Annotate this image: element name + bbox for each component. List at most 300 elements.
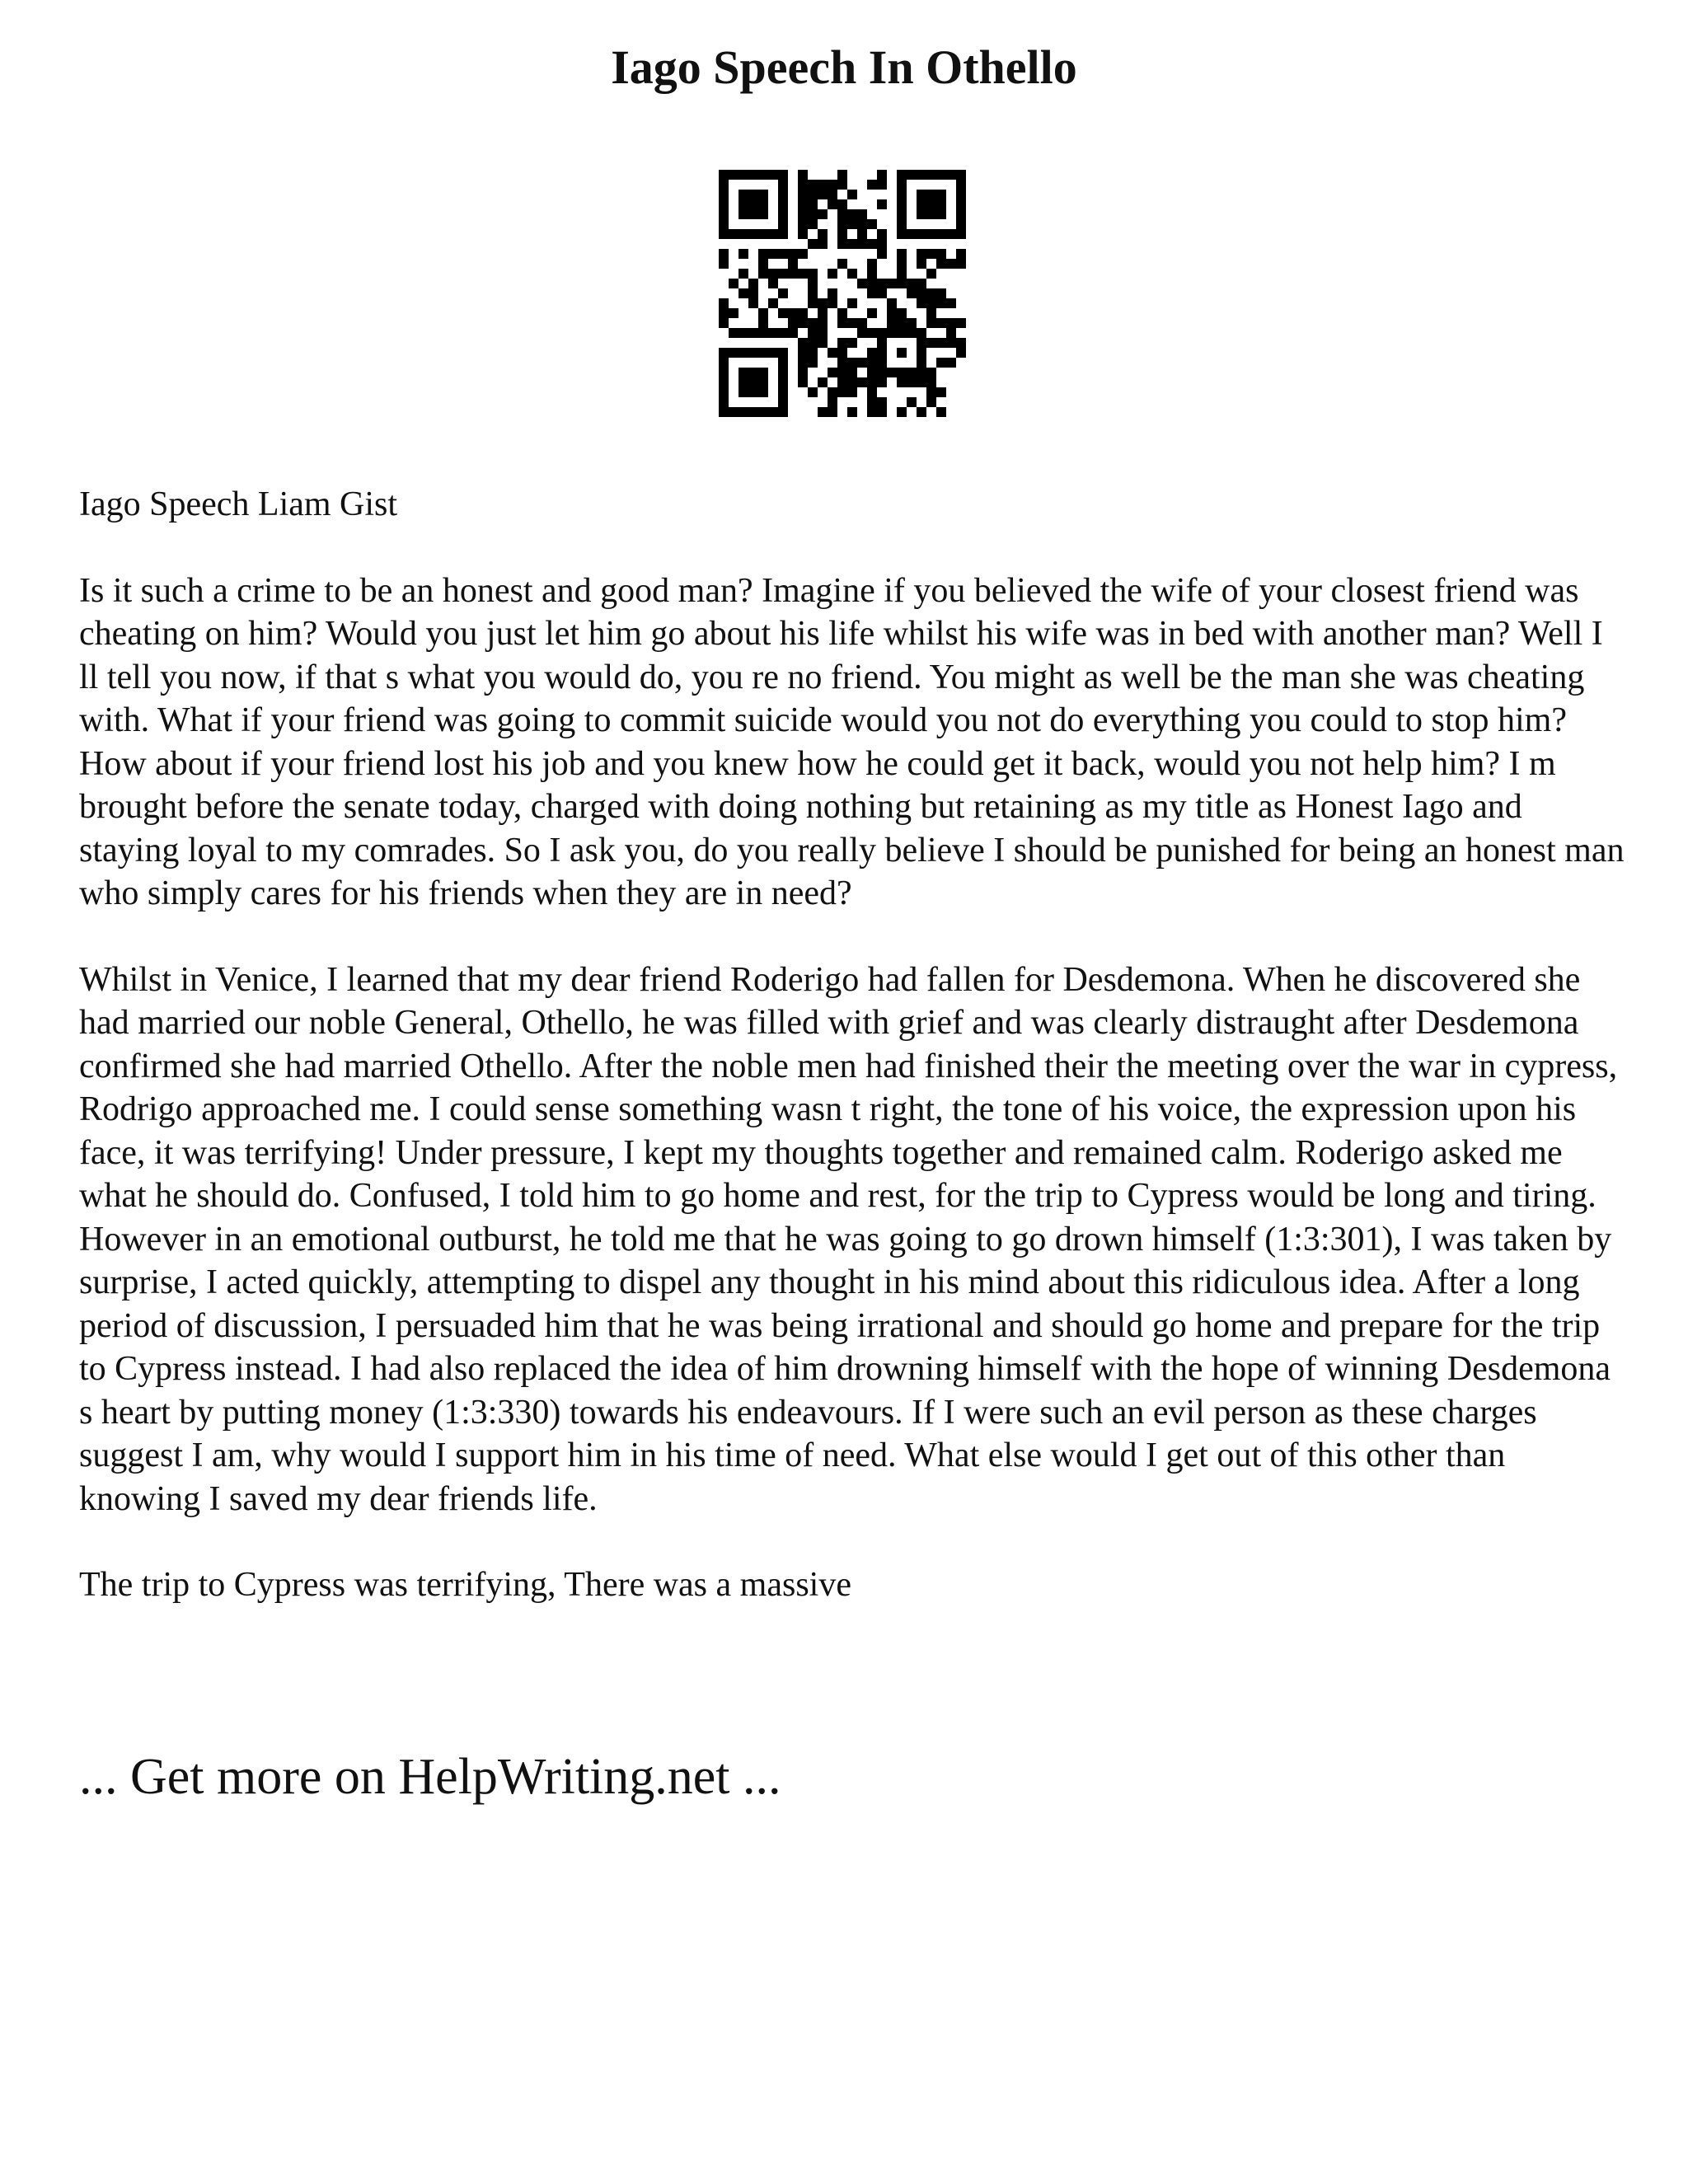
qr-module	[897, 259, 907, 269]
qr-module	[907, 368, 917, 377]
qr-module	[778, 407, 788, 417]
qr-module	[956, 199, 966, 209]
qr-module	[837, 180, 847, 190]
qr-module	[837, 170, 847, 180]
qr-module	[956, 259, 966, 269]
qr-module	[857, 229, 867, 239]
qr-module	[847, 239, 857, 249]
qr-module	[808, 348, 818, 358]
qr-module	[857, 328, 867, 338]
qr-module	[837, 387, 847, 397]
qr-module	[867, 288, 877, 298]
qr-module	[867, 259, 877, 269]
qr-module	[798, 199, 808, 209]
qr-module	[926, 229, 936, 239]
qr-module	[808, 318, 818, 328]
qr-module	[867, 328, 877, 338]
qr-module	[778, 219, 788, 229]
qr-module	[857, 377, 867, 387]
qr-module	[738, 377, 748, 387]
qr-module	[758, 229, 768, 239]
qr-module	[808, 209, 818, 219]
qr-module	[897, 407, 907, 417]
qr-module	[917, 407, 926, 417]
qr-module	[917, 229, 926, 239]
qr-module	[808, 199, 818, 209]
qr-module	[719, 249, 729, 259]
qr-module	[818, 407, 828, 417]
qr-module	[877, 348, 887, 358]
qr-module	[946, 318, 956, 328]
qr-module	[857, 318, 867, 328]
qr-module	[808, 338, 818, 348]
qr-module	[907, 397, 917, 407]
qr-module	[798, 368, 808, 377]
qr-module	[778, 377, 788, 387]
qr-module	[719, 209, 729, 219]
paragraph-3: The trip to Cypress was terrifying, There was a massive	[79, 1566, 851, 1604]
qr-module	[877, 239, 887, 249]
qr-module	[729, 308, 738, 318]
qr-module	[956, 170, 966, 180]
qr-module	[877, 229, 887, 239]
qr-module	[758, 308, 768, 318]
qr-module	[828, 180, 837, 190]
qr-module	[778, 269, 788, 279]
qr-module	[738, 328, 748, 338]
qr-module	[758, 259, 768, 269]
qr-module	[738, 288, 748, 298]
qr-module	[877, 407, 887, 417]
qr-module	[926, 209, 936, 219]
qr-module	[926, 170, 936, 180]
qr-module	[917, 170, 926, 180]
qr-module	[917, 199, 926, 209]
qr-module	[907, 377, 917, 387]
qr-module	[719, 190, 729, 199]
qr-module	[788, 249, 798, 259]
qr-module	[719, 358, 729, 368]
qr-module	[877, 170, 887, 180]
qr-module	[956, 209, 966, 219]
qr-module	[917, 288, 926, 298]
qr-module	[729, 328, 738, 338]
qr-module	[946, 358, 956, 368]
qr-module	[788, 269, 798, 279]
qr-module	[837, 259, 847, 269]
qr-module	[907, 318, 917, 328]
qr-module	[936, 407, 946, 417]
qr-module	[887, 318, 897, 328]
qr-module	[847, 209, 857, 219]
qr-module	[936, 249, 946, 259]
qr-module	[847, 338, 857, 348]
qr-module	[778, 249, 788, 259]
qr-module	[818, 209, 828, 219]
qr-module	[837, 199, 847, 209]
qr-module	[738, 209, 748, 219]
qr-module	[748, 279, 758, 288]
qr-module	[768, 229, 778, 239]
qr-module	[719, 397, 729, 407]
qr-module	[719, 180, 729, 190]
qr-module	[818, 190, 828, 199]
qr-module	[798, 219, 808, 229]
qr-module	[808, 269, 818, 279]
qr-code-graphic	[719, 170, 966, 417]
qr-module	[926, 199, 936, 209]
qr-module	[867, 358, 877, 368]
qr-module	[778, 397, 788, 407]
qr-module	[847, 269, 857, 279]
qr-module	[867, 348, 877, 358]
qr-module	[877, 199, 887, 209]
qr-module	[926, 288, 936, 298]
qr-module	[758, 318, 768, 328]
qr-module	[956, 318, 966, 328]
qr-module	[758, 377, 768, 387]
qr-module	[818, 318, 828, 328]
qr-module	[897, 328, 907, 338]
qr-module	[738, 348, 748, 358]
qr-module	[818, 239, 828, 249]
qr-module	[867, 368, 877, 377]
qr-module	[897, 308, 907, 318]
qr-module	[729, 170, 738, 180]
qr-module	[946, 259, 956, 269]
qr-module	[917, 249, 926, 259]
qr-module	[917, 338, 926, 348]
qr-module	[936, 387, 946, 397]
qr-module	[917, 298, 926, 308]
qr-module	[887, 298, 897, 308]
qr-module	[798, 209, 808, 219]
qr-module	[926, 318, 936, 328]
qr-module	[917, 209, 926, 219]
qr-module	[758, 199, 768, 209]
qr-module	[768, 298, 778, 308]
qr-module	[837, 209, 847, 219]
qr-module	[808, 328, 818, 338]
qr-module	[748, 368, 758, 377]
qr-module	[788, 259, 798, 269]
qr-module	[867, 279, 877, 288]
qr-module	[956, 249, 966, 259]
qr-module	[719, 377, 729, 387]
qr-module	[946, 170, 956, 180]
qr-module	[818, 308, 828, 318]
qr-module	[719, 368, 729, 377]
qr-module	[768, 328, 778, 338]
qr-module	[917, 368, 926, 377]
qr-module	[808, 358, 818, 368]
qr-module	[828, 387, 837, 397]
qr-module	[778, 170, 788, 180]
qr-module	[936, 298, 946, 308]
qr-module	[719, 259, 729, 269]
qr-module	[758, 190, 768, 199]
qr-module	[738, 170, 748, 180]
qr-module	[808, 180, 818, 190]
qr-module	[897, 219, 907, 229]
qr-module	[857, 358, 867, 368]
qr-module	[877, 288, 887, 298]
qr-module	[897, 279, 907, 288]
qr-module	[956, 190, 966, 199]
qr-module	[768, 249, 778, 259]
qr-module	[926, 190, 936, 199]
qr-module	[758, 328, 768, 338]
qr-module	[936, 209, 946, 219]
qr-module	[917, 358, 926, 368]
qr-module	[897, 348, 907, 358]
qr-module	[907, 288, 917, 298]
qr-module	[847, 190, 857, 199]
qr-module	[907, 170, 917, 180]
qr-module	[758, 407, 768, 417]
qr-module	[808, 190, 818, 199]
qr-module	[828, 348, 837, 358]
qr-module	[719, 308, 729, 318]
qr-module	[758, 269, 768, 279]
qr-module	[837, 229, 847, 239]
qr-module	[867, 308, 877, 318]
qr-module	[828, 269, 837, 279]
qr-module	[798, 170, 808, 180]
qr-module	[936, 229, 946, 239]
qr-module	[847, 358, 857, 368]
qr-module	[956, 229, 966, 239]
qr-module	[936, 338, 946, 348]
qr-module	[729, 348, 738, 358]
qr-module	[926, 298, 936, 308]
document-body	[79, 483, 1629, 1650]
qr-module	[867, 239, 877, 249]
qr-module	[719, 229, 729, 239]
qr-module	[867, 269, 877, 279]
qr-module	[738, 269, 748, 279]
qr-module	[758, 368, 768, 377]
qr-module	[758, 209, 768, 219]
qr-module	[897, 368, 907, 377]
qr-module	[778, 288, 788, 298]
qr-module	[818, 328, 828, 338]
qr-module	[828, 190, 837, 199]
qr-module	[867, 397, 877, 407]
qr-module	[926, 387, 936, 397]
qr-module	[758, 170, 768, 180]
qr-module	[926, 249, 936, 259]
qr-module	[798, 338, 808, 348]
qr-module	[907, 328, 917, 338]
qr-module	[897, 180, 907, 190]
qr-module	[926, 269, 936, 279]
qr-module	[897, 190, 907, 199]
qr-module	[936, 288, 946, 298]
qr-module	[798, 358, 808, 368]
paragraph-2: Whilst in Venice, I learned that my dear friend Roderigo had fallen for Desdemona. When he discovered she had married our noble General, Othello, he was filled with grief and was clearly distraught after Desdemona confirmed she had married Othello. After the noble men had finished their the meeting over the war in cypress, Rodrigo approached me. I could sense something wasn t right, the tone of his voice, the expression upon his face, it was terrifying! Under pressure, I kept my thoughts together and remained calm. Roderigo asked me what he should do. Confused, I told him to go home and rest, for the trip to Cypress would be long and tiring. However in an emotional outburst, he told me that he was going to go drown himself (1:3:301), I was taken by surprise, I acted quickly, attempting to dispel any thought in his mind about this ridiculous idea. After a long period of discussion, I persuaded him that he was being irrational and should go home and prepare for the trip to Cypress instead. I had also replaced the idea of him drowning himself with the hope of winning Desdemona s heart by putting money (1:3:330) towards his endeavours. If I were such an evil person as these charges suggest I am, why would I support him in his time of need. What else would I get out of this other than knowing I saved my dear friends life.	[79, 960, 1618, 1518]
qr-module	[798, 318, 808, 328]
qr-module	[818, 298, 828, 308]
qr-module	[867, 407, 877, 417]
qr-module	[956, 180, 966, 190]
qr-module	[847, 368, 857, 377]
qr-module	[867, 387, 877, 397]
qr-module	[758, 387, 768, 397]
qr-module	[738, 368, 748, 377]
qr-module	[768, 170, 778, 180]
qr-module	[778, 180, 788, 190]
qr-module	[887, 368, 897, 377]
qr-module	[897, 170, 907, 180]
qr-module	[877, 180, 887, 190]
qr-module	[798, 269, 808, 279]
qr-module	[837, 308, 847, 318]
qr-module	[738, 229, 748, 239]
qr-module	[917, 348, 926, 358]
qr-module	[788, 308, 798, 318]
qr-module	[877, 368, 887, 377]
qr-module	[738, 190, 748, 199]
qr-module	[946, 338, 956, 348]
qr-module	[808, 219, 818, 229]
qr-module	[837, 219, 847, 229]
qr-module	[867, 377, 877, 387]
qr-module	[857, 279, 867, 288]
page-title: Iago Speech In Othello	[611, 40, 1077, 94]
qr-module	[748, 288, 758, 298]
qr-module	[748, 209, 758, 219]
qr-module	[847, 387, 857, 397]
qr-module	[738, 249, 748, 259]
qr-module	[719, 219, 729, 229]
qr-module	[738, 407, 748, 417]
qr-module	[897, 229, 907, 239]
qr-module	[917, 279, 926, 288]
qr-module	[837, 377, 847, 387]
qr-module	[847, 318, 857, 328]
qr-module	[719, 318, 729, 328]
qr-module	[956, 348, 966, 358]
qr-module	[778, 229, 788, 239]
qr-module	[818, 180, 828, 190]
qr-module	[748, 190, 758, 199]
qr-module	[798, 190, 808, 199]
qr-module	[897, 269, 907, 279]
qr-module	[778, 209, 788, 219]
qr-module	[748, 229, 758, 239]
qr-module	[778, 368, 788, 377]
qr-module	[847, 407, 857, 417]
qr-module	[907, 229, 917, 239]
qr-module	[808, 239, 818, 249]
qr-module	[936, 199, 946, 209]
qr-module	[926, 338, 936, 348]
qr-module	[877, 377, 887, 387]
qr-module	[798, 377, 808, 387]
qr-module	[719, 407, 729, 417]
qr-module	[917, 328, 926, 338]
qr-module	[778, 348, 788, 358]
qr-module	[897, 249, 907, 259]
qr-module	[837, 338, 847, 348]
qr-module	[926, 397, 936, 407]
qr-module	[768, 407, 778, 417]
qr-module	[778, 308, 788, 318]
qr-module	[847, 377, 857, 387]
byline: Iago Speech Liam Gist	[79, 485, 398, 523]
qr-module	[818, 338, 828, 348]
qr-module	[936, 358, 946, 368]
qr-module	[867, 180, 877, 190]
qr-module	[778, 387, 788, 397]
qr-module	[748, 407, 758, 417]
qr-module	[719, 170, 729, 180]
get-more-link[interactable]: ... Get more on HelpWriting.net ...	[79, 1749, 781, 1805]
qr-module	[798, 229, 808, 239]
qr-module	[946, 229, 956, 239]
qr-module	[729, 279, 738, 288]
qr-module	[926, 377, 936, 387]
qr-module	[897, 209, 907, 219]
qr-module	[837, 348, 847, 358]
qr-module	[748, 348, 758, 358]
qr-module	[867, 219, 877, 229]
qr-module	[748, 328, 758, 338]
qr-module	[956, 338, 966, 348]
qr-module	[798, 180, 808, 190]
qr-module	[877, 249, 887, 259]
qr-module	[748, 170, 758, 180]
qr-module	[917, 259, 926, 269]
qr-module	[877, 397, 887, 407]
qr-module	[936, 190, 946, 199]
qr-module	[847, 219, 857, 229]
qr-module	[956, 219, 966, 229]
qr-module	[936, 318, 946, 328]
qr-module	[857, 239, 867, 249]
qr-module	[847, 298, 857, 308]
qr-module	[857, 209, 867, 219]
qr-module	[798, 249, 808, 259]
qr-module	[837, 368, 847, 377]
qr-module	[837, 318, 847, 328]
qr-module	[778, 328, 788, 338]
qr-module	[758, 348, 768, 358]
qr-module	[936, 259, 946, 269]
qr-module	[887, 279, 897, 288]
qr-module	[758, 249, 768, 259]
qr-module	[798, 308, 808, 318]
qr-module	[828, 199, 837, 209]
qr-module	[778, 358, 788, 368]
qr-module	[748, 387, 758, 397]
qr-module	[877, 338, 887, 348]
qr-module	[719, 298, 729, 308]
qr-module	[768, 348, 778, 358]
qr-module	[897, 199, 907, 209]
qr-module	[917, 377, 926, 387]
qr-module	[828, 407, 837, 417]
qr-module	[719, 387, 729, 397]
qr-module	[808, 387, 818, 397]
qr-module	[738, 199, 748, 209]
qr-module	[897, 318, 907, 328]
qr-module	[877, 279, 887, 288]
qr-module	[738, 387, 748, 397]
qr-module	[837, 358, 847, 368]
qr-module	[818, 229, 828, 239]
